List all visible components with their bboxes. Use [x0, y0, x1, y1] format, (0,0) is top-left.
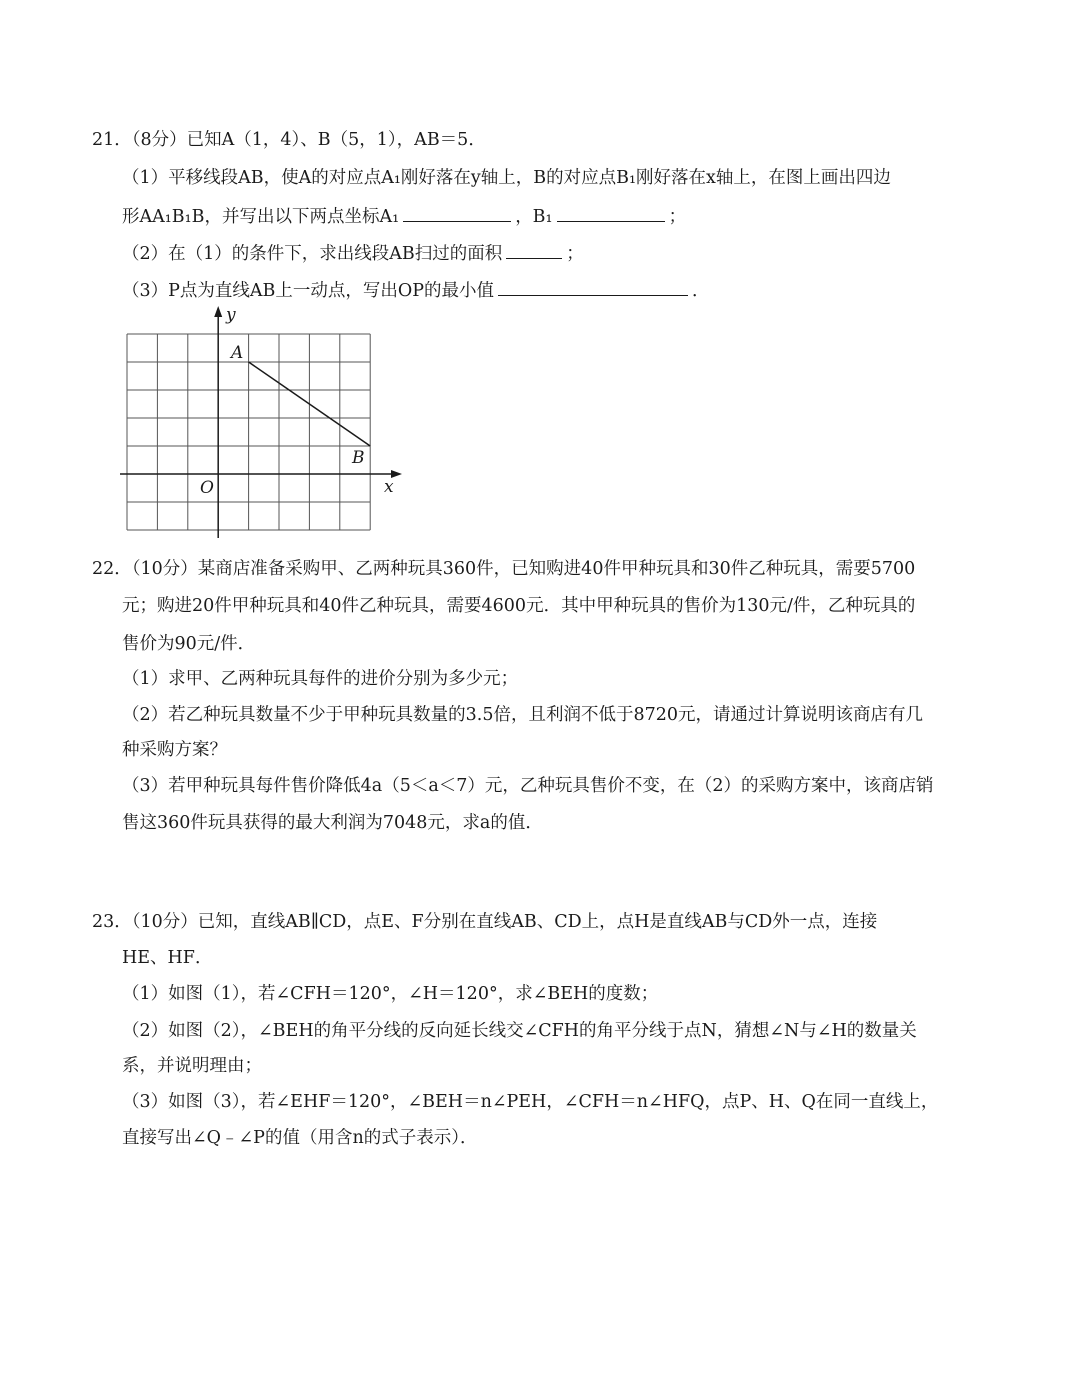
q23-part3-line1: （3）如图（3），若∠EHF＝120°，∠BEH＝n∠PEH，∠CFH＝n∠HFQ，点P、H、Q在同一直线上，	[122, 1092, 939, 1112]
q21-part3-text: （3）P点为直线AB上一动点，写出OP的最小值	[122, 281, 495, 301]
q21-part1-line1: （1）平移线段AB，使A的对应点A₁刚好落在y轴上，B的对应点B₁刚好落在x轴上，在图上画出四边	[122, 168, 891, 188]
y-axis-arrow-icon	[214, 306, 222, 317]
q21-part1-text-c: ；	[668, 207, 687, 227]
q21-part1-line2	[122, 203, 686, 229]
q23-part1: （1）如图（1），若∠CFH＝120°，∠H＝120°，求∠BEH的度数；	[122, 984, 659, 1004]
label-b: B	[352, 448, 365, 468]
q22-part3-line2: 售这360件玩具获得的最大利润为7048元，求a的值．	[122, 813, 543, 833]
answer-blank-b1[interactable]	[557, 203, 665, 222]
q21-part1-text-b: ，B₁	[515, 207, 553, 227]
answer-blank-op[interactable]	[498, 277, 688, 296]
q21-part2	[122, 240, 584, 266]
q21-part3-end: ．	[692, 281, 710, 301]
q23-part3-line2: 直接写出∠Q﹣∠P的值（用含n的式子表示）．	[122, 1128, 478, 1148]
q21-part2-end: ；	[566, 244, 584, 264]
q22-part1: （1）求甲、乙两种玩具每件的进价分别为多少元；	[122, 669, 519, 689]
q21-header: 21．（8分）已知A（1，4）、B（5，1），AB＝5．	[92, 130, 486, 150]
label-x: x	[384, 477, 394, 497]
q22-part2-line2: 种采购方案？	[122, 740, 227, 760]
q21-part1-text-a: 形AA₁B₁B，并写出以下两点坐标A₁	[122, 207, 400, 227]
label-a: A	[231, 343, 244, 363]
q22-part2-line1: （2）若乙种玩具数量不少于甲种玩具数量的3.5倍，且利润不低于8720元，请通过计算说明该商店有几	[122, 705, 923, 725]
q22-line3: 售价为90元/件．	[122, 634, 256, 654]
q23-part2-line2: 系，并说明理由；	[122, 1056, 262, 1076]
q23-line1: 23．（10分）已知，直线AB∥CD，点E、F分别在直线AB、CD上，点H是直线AB与CD外一点，连接	[92, 912, 878, 932]
grid-lines	[127, 334, 370, 530]
q22-line1: 22．（10分）某商店准备采购甲、乙两种玩具360件，已知购进40件甲种玩具和30件乙种玩具，需要5700	[92, 559, 916, 579]
label-y: y	[226, 305, 236, 325]
q23-part2-line1: （2）如图（2），∠BEH的角平分线的反向延长线交∠CFH的角平分线于点N，猜想∠N与∠H的数量关	[122, 1021, 917, 1041]
q22-part3-line1: （3）若甲种玩具每件售价降低4a（5＜a＜7）元，乙种玩具售价不变，在（2）的采购方案中，该商店销	[122, 776, 934, 796]
q21-part2-text: （2）在（1）的条件下，求出线段AB扫过的面积	[122, 244, 503, 264]
q22-line2: 元；购进20件甲种玩具和40件乙种玩具，需要4600元．其中甲种玩具的售价为130元/件，乙种玩具的	[122, 596, 916, 616]
answer-blank-area[interactable]	[506, 240, 562, 259]
label-o: O	[200, 478, 214, 498]
coordinate-grid-figure	[112, 300, 412, 545]
answer-blank-a1[interactable]	[403, 203, 511, 222]
q23-line2: HE、HF．	[122, 948, 213, 968]
